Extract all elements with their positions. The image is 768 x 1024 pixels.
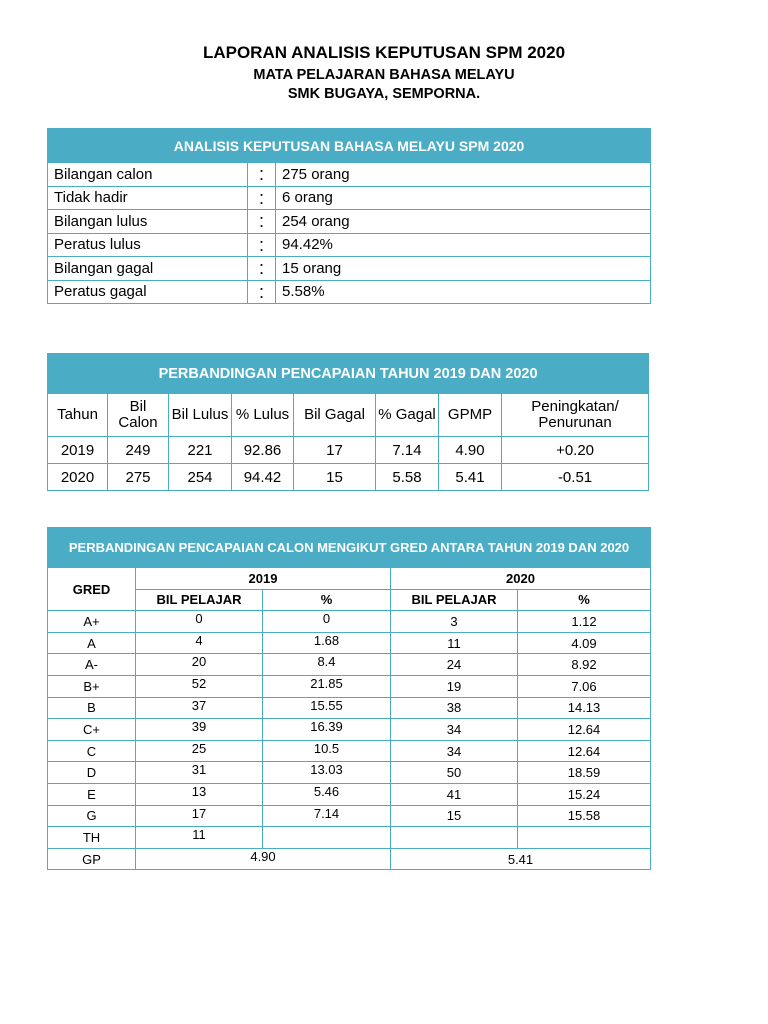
comparison-cell: 94.42 [232,464,294,491]
analysis-label: Bilangan gagal [48,257,248,281]
pct-2020: 1.12 [518,611,651,633]
comparison-cell: 2019 [48,437,108,464]
analysis-row [48,280,651,304]
pct-2019: 0 [263,611,391,633]
bil-2019: 37 [136,697,263,719]
analysis-colon: : [248,280,276,304]
analysis-label: Tidak hadir [48,186,248,210]
grade-row [48,611,651,633]
pct-2020: 12.64 [518,740,651,762]
bil-2020: 41 [391,783,518,805]
comparison-cell: 5.41 [439,464,502,491]
analysis-value: 6 orang [276,186,651,210]
pct-2020: 8.92 [518,654,651,676]
pct-2020: 15.24 [518,783,651,805]
analysis-table-title: ANALISIS KEPUTUSAN BAHASA MELAYU SPM 2020 [48,129,651,163]
comparison-table-title: PERBANDINGAN PENCAPAIAN TAHUN 2019 DAN 2020 [48,354,649,394]
grade-label: A+ [48,611,136,633]
analysis-label: Peratus lulus [48,233,248,257]
analysis-row [48,163,651,187]
comparison-column-header: % Gagal [376,394,439,437]
grade-row [48,697,651,719]
bil-2020: 11 [391,632,518,654]
analysis-row [48,233,651,257]
grade-label: B+ [48,675,136,697]
grade-label: C+ [48,719,136,741]
comparison-cell: 249 [108,437,169,464]
pct-2019: 1.68 [263,632,391,654]
analysis-colon: : [248,210,276,234]
comparison-table [47,353,649,491]
bil-2020 [391,827,518,849]
pct-2019: 15.55 [263,697,391,719]
analysis-colon: : [248,186,276,210]
grade-row [48,827,651,849]
pct-2019: 8.4 [263,654,391,676]
pct-2019: 7.14 [263,805,391,827]
pct-2020: 14.13 [518,697,651,719]
comparison-row [48,464,649,491]
comparison-cell: 5.58 [376,464,439,491]
bil-2019: 13 [136,783,263,805]
analysis-colon: : [248,257,276,281]
bil-2020: 34 [391,740,518,762]
comparison-cell: 275 [108,464,169,491]
pct-2019: 13.03 [263,762,391,784]
grade-row [48,632,651,654]
bil-2020: 19 [391,675,518,697]
pct-2020: 18.59 [518,762,651,784]
analysis-colon: : [248,233,276,257]
grade-label: A [48,632,136,654]
bil-2020: 3 [391,611,518,633]
grade-table-title: PERBANDINGAN PENCAPAIAN CALON MENGIKUT GRED ANTARA TAHUN 2019 DAN 2020 [48,528,651,568]
grade-row [48,675,651,697]
comparison-cell: +0.20 [502,437,649,464]
bil-2019: 11 [136,827,263,849]
comparison-header-row [48,394,649,437]
comparison-column-header: Tahun [48,394,108,437]
pct-2020: 4.09 [518,632,651,654]
bil-2020: 50 [391,762,518,784]
comparison-cell: 15 [294,464,376,491]
year-2020-header: 2020 [391,568,651,590]
bil-2020: 34 [391,719,518,741]
comparison-cell: 92.86 [232,437,294,464]
comparison-column-header: GPMP [439,394,502,437]
analysis-colon: : [248,163,276,187]
comparison-column-header: Bil Calon [108,394,169,437]
comparison-cell: 254 [169,464,232,491]
year-2019-header: 2019 [136,568,391,590]
report-school: SMK BUGAYA, SEMPORNA. [287,86,481,102]
grade-table [47,527,651,870]
grade-label: C [48,740,136,762]
analysis-row [48,257,651,281]
comparison-column-header: Peningkatan/ Penurunan [502,394,649,437]
comparison-column-header: Bil Gagal [294,394,376,437]
grade-label: A- [48,654,136,676]
pct-2020: 15.58 [518,805,651,827]
gp-2019: 4.90 [136,848,391,870]
comparison-cell: -0.51 [502,464,649,491]
pct-2020-header: % [518,589,651,611]
grade-label: TH [48,827,136,849]
analysis-value: 15 orang [276,257,651,281]
comparison-cell: 4.90 [439,437,502,464]
bil-2019: 4 [136,632,263,654]
pct-2019-header: % [263,589,391,611]
grade-row [48,719,651,741]
bil-pelajar-2020-header: BIL PELAJAR [391,589,518,611]
pct-2020: 7.06 [518,675,651,697]
bil-2019: 39 [136,719,263,741]
gp-label: GP [48,848,136,870]
grade-row [48,805,651,827]
analysis-row [48,186,651,210]
analysis-table [47,128,651,304]
grade-label: B [48,697,136,719]
bil-2020: 15 [391,805,518,827]
report-subject: MATA PELAJARAN BAHASA MELAYU [253,67,515,83]
pct-2019: 10.5 [263,740,391,762]
gp-2020: 5.41 [391,848,651,870]
analysis-value: 275 orang [276,163,651,187]
bil-2019: 52 [136,675,263,697]
bil-2019: 25 [136,740,263,762]
analysis-label: Bilangan lulus [48,210,248,234]
pct-2019: 21.85 [263,675,391,697]
comparison-column-header: Bil Lulus [169,394,232,437]
bil-2020: 38 [391,697,518,719]
bil-2019: 20 [136,654,263,676]
grade-label: G [48,805,136,827]
bil-2019: 0 [136,611,263,633]
comparison-cell: 221 [169,437,232,464]
comparison-cell: 2020 [48,464,108,491]
pct-2019: 5.46 [263,783,391,805]
comparison-cell: 17 [294,437,376,464]
analysis-value: 254 orang [276,210,651,234]
grade-label: D [48,762,136,784]
grade-row [48,762,651,784]
analysis-value: 5.58% [276,280,651,304]
pct-2020 [518,827,651,849]
report-title: LAPORAN ANALISIS KEPUTUSAN SPM 2020 [202,43,566,62]
bil-pelajar-2019-header: BIL PELAJAR [136,589,263,611]
bil-2020: 24 [391,654,518,676]
comparison-cell: 7.14 [376,437,439,464]
pct-2020: 12.64 [518,719,651,741]
grade-row [48,654,651,676]
analysis-label: Bilangan calon [48,163,248,187]
comparison-column-header: % Lulus [232,394,294,437]
grade-label: E [48,783,136,805]
analysis-row [48,210,651,234]
bil-2019: 31 [136,762,263,784]
bil-2019: 17 [136,805,263,827]
pct-2019 [263,827,391,849]
grade-row [48,740,651,762]
comparison-row [48,437,649,464]
pct-2019: 16.39 [263,719,391,741]
gred-header: GRED [48,568,136,611]
analysis-label: Peratus gagal [48,280,248,304]
grade-row [48,783,651,805]
analysis-value: 94.42% [276,233,651,257]
